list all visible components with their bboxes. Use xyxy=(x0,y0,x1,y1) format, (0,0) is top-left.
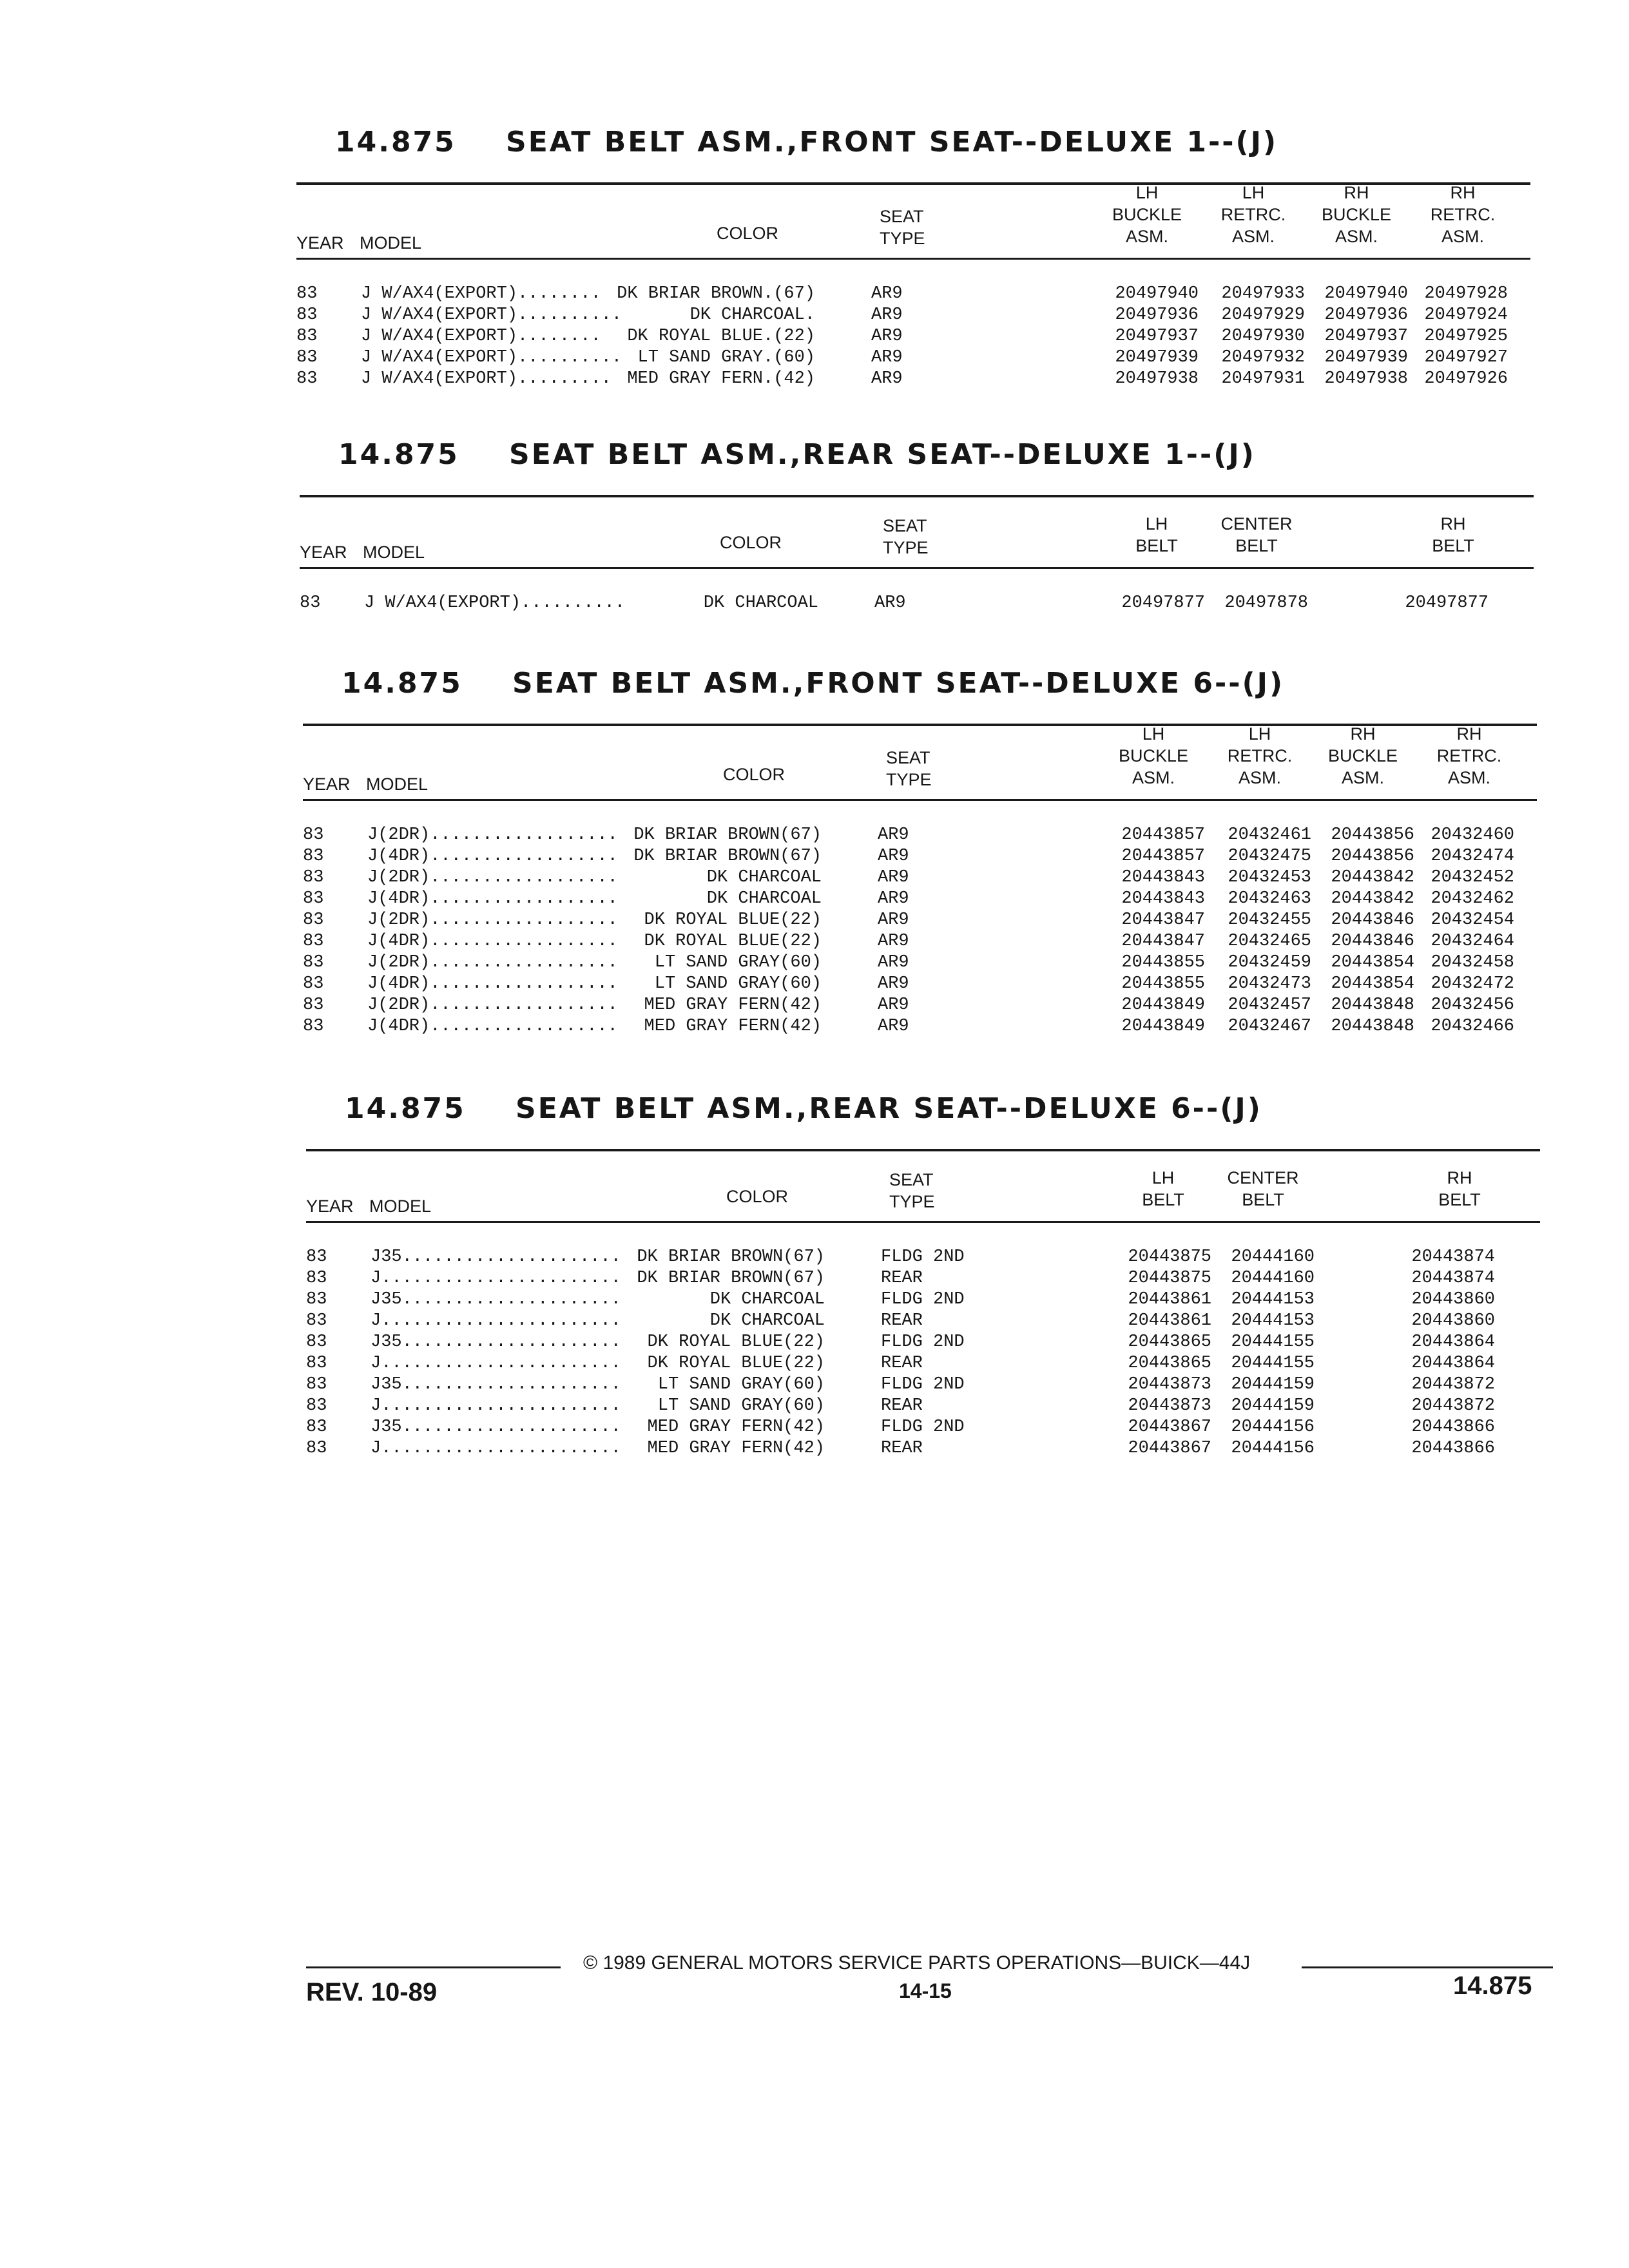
cell-color: DK ROYAL BLUE.(22) xyxy=(627,327,815,346)
cell-part-number: 20497936 xyxy=(1324,305,1408,325)
section-top-rule xyxy=(306,1149,1540,1151)
cell-part-number: 20443855 xyxy=(1121,953,1205,972)
cell-part-number: 20497933 xyxy=(1221,284,1305,303)
cell-color: DK CHARCOAL xyxy=(706,868,822,887)
cell-part-number: 20443860 xyxy=(1411,1290,1495,1309)
cell-color: DK ROYAL BLUE(22) xyxy=(647,1332,825,1352)
cell-color: MED GRAY FERN(42) xyxy=(647,1418,825,1437)
header-part-1: LH RETRC. ASM. xyxy=(1220,182,1286,246)
cell-seat-type: AR9 xyxy=(878,868,909,887)
cell-part-number: 20443846 xyxy=(1331,910,1414,930)
table-row xyxy=(296,347,1530,369)
cell-color: DK BRIAR BROWN(67) xyxy=(633,825,822,845)
cell-part-number: 20497937 xyxy=(1324,327,1408,346)
cell-seat-type: FLDG 2ND xyxy=(881,1375,965,1394)
cell-part-number: 20432473 xyxy=(1228,974,1311,994)
cell-part-number: 20432452 xyxy=(1431,868,1514,887)
cell-model: J(2DR).................. xyxy=(367,910,618,930)
cell-year: 83 xyxy=(303,825,324,845)
table-row xyxy=(303,952,1537,974)
cell-part-number: 20444159 xyxy=(1231,1396,1315,1416)
header-model: MODEL xyxy=(360,233,422,253)
cell-part-number: 20443856 xyxy=(1331,847,1414,866)
cell-part-number: 20443874 xyxy=(1411,1269,1495,1288)
cell-seat-type: AR9 xyxy=(871,369,903,389)
cell-year: 83 xyxy=(306,1332,327,1352)
header-part-0: LH BELT xyxy=(1135,514,1178,555)
cell-part-number: 20497931 xyxy=(1221,369,1305,389)
cell-color: DK CHARCOAL xyxy=(709,1311,825,1331)
cell-model: J35..................... xyxy=(371,1290,621,1309)
header-part-2: RH BELT xyxy=(1438,1168,1481,1209)
cell-model: J35..................... xyxy=(371,1375,621,1394)
cell-seat-type: AR9 xyxy=(874,593,906,613)
cell-part-number: 20443849 xyxy=(1121,995,1205,1015)
cell-color: DK CHARCOAL. xyxy=(689,305,815,325)
header-model: MODEL xyxy=(366,774,429,794)
header-year: YEAR xyxy=(296,233,344,253)
cell-seat-type: AR9 xyxy=(878,932,909,951)
cell-part-number: 20443848 xyxy=(1331,995,1414,1015)
header-color: COLOR xyxy=(719,532,782,552)
cell-part-number: 20443855 xyxy=(1121,974,1205,994)
header-seat-type: SEAT TYPE xyxy=(889,1170,935,1212)
cell-part-number: 20497938 xyxy=(1115,369,1199,389)
table-row xyxy=(306,1268,1540,1289)
cell-part-number: 20443847 xyxy=(1121,910,1205,930)
cell-part-number: 20497939 xyxy=(1324,348,1408,367)
cell-year: 83 xyxy=(306,1396,327,1416)
cell-part-number: 20497930 xyxy=(1221,327,1305,346)
header-part-1: LH RETRC. ASM. xyxy=(1227,724,1293,787)
header-part-0: LH BUCKLE ASM. xyxy=(1118,724,1189,787)
cell-part-number: 20443873 xyxy=(1128,1396,1211,1416)
cell-part-number: 20443866 xyxy=(1411,1418,1495,1437)
cell-seat-type: FLDG 2ND xyxy=(881,1418,965,1437)
header-year: YEAR xyxy=(300,543,347,562)
cell-color: DK CHARCOAL xyxy=(706,889,822,908)
header-part-2: RH BUCKLE ASM. xyxy=(1327,724,1398,787)
table-row xyxy=(306,1289,1540,1311)
section-number: 14.875 xyxy=(338,438,459,471)
header-rule xyxy=(303,799,1537,801)
cell-part-number: 20444153 xyxy=(1231,1311,1315,1331)
cell-part-number: 20443874 xyxy=(1411,1247,1495,1267)
header-part-3: RH RETRC. ASM. xyxy=(1436,724,1502,787)
cell-year: 83 xyxy=(296,284,318,303)
section-heading: SEAT BELT ASM.,FRONT SEAT--DELUXE 1--(J) xyxy=(506,126,1278,159)
section-title xyxy=(345,1092,1262,1125)
cell-part-number: 20444153 xyxy=(1231,1290,1315,1309)
cell-part-number: 20432458 xyxy=(1431,953,1514,972)
cell-model: J(2DR).................. xyxy=(367,868,618,887)
cell-part-number: 20443872 xyxy=(1411,1375,1495,1394)
header-seat-type: SEAT TYPE xyxy=(880,207,925,249)
cell-part-number: 20444159 xyxy=(1231,1375,1315,1394)
cell-part-number: 20444155 xyxy=(1231,1332,1315,1352)
cell-part-number: 20443843 xyxy=(1121,868,1205,887)
table-row xyxy=(303,1016,1537,1037)
header-model: MODEL xyxy=(369,1196,432,1216)
cell-model: J(4DR).................. xyxy=(367,1017,618,1036)
header-color: COLOR xyxy=(722,764,786,784)
cell-part-number: 20443861 xyxy=(1128,1290,1211,1309)
cell-part-number: 20443854 xyxy=(1331,974,1414,994)
cell-color: MED GRAY FERN(42) xyxy=(644,995,822,1015)
table-row xyxy=(296,369,1530,390)
table-row xyxy=(300,593,1534,614)
table-row xyxy=(296,284,1530,305)
cell-color: LT SAND GRAY(60) xyxy=(657,1396,825,1416)
cell-year: 83 xyxy=(300,593,321,613)
cell-model: J35..................... xyxy=(371,1418,621,1437)
cell-part-number: 20443872 xyxy=(1411,1396,1495,1416)
cell-color: DK CHARCOAL xyxy=(703,593,818,613)
cell-color: DK BRIAR BROWN(67) xyxy=(633,847,822,866)
cell-model: J35..................... xyxy=(371,1332,621,1352)
cell-seat-type: AR9 xyxy=(878,889,909,908)
cell-seat-type: AR9 xyxy=(878,995,909,1015)
footer-rule-right xyxy=(1302,1966,1553,1968)
cell-part-number: 20443861 xyxy=(1128,1311,1211,1331)
cell-seat-type: AR9 xyxy=(878,974,909,994)
cell-part-number: 20432464 xyxy=(1431,932,1514,951)
table-row xyxy=(303,889,1537,910)
cell-part-number: 20444155 xyxy=(1231,1354,1315,1373)
cell-color: DK ROYAL BLUE(22) xyxy=(644,910,822,930)
cell-part-number: 20443856 xyxy=(1331,825,1414,845)
cell-seat-type: REAR xyxy=(881,1311,923,1331)
cell-part-number: 20497936 xyxy=(1115,305,1199,325)
cell-part-number: 20443864 xyxy=(1411,1354,1495,1373)
table-row xyxy=(303,910,1537,931)
cell-seat-type: FLDG 2ND xyxy=(881,1332,965,1352)
cell-year: 83 xyxy=(306,1247,327,1267)
cell-color: LT SAND GRAY.(60) xyxy=(637,348,815,367)
cell-part-number: 20432461 xyxy=(1228,825,1311,845)
header-part-2: RH BUCKLE ASM. xyxy=(1321,182,1392,246)
table-row xyxy=(306,1417,1540,1438)
cell-color: LT SAND GRAY(60) xyxy=(654,974,822,994)
section-top-rule xyxy=(300,495,1534,497)
section-number: 14.875 xyxy=(335,126,456,159)
cell-color: MED GRAY FERN.(42) xyxy=(627,369,815,389)
cell-part-number: 20432474 xyxy=(1431,847,1514,866)
cell-year: 83 xyxy=(303,995,324,1015)
cell-part-number: 20497932 xyxy=(1221,348,1305,367)
footer-section-number: 14.875 xyxy=(1453,1972,1532,2000)
cell-year: 83 xyxy=(306,1311,327,1331)
cell-year: 83 xyxy=(303,868,324,887)
cell-color: DK BRIAR BROWN(67) xyxy=(637,1269,825,1288)
cell-model: J W/AX4(EXPORT).......... xyxy=(361,348,622,367)
cell-color: LT SAND GRAY(60) xyxy=(657,1375,825,1394)
cell-year: 83 xyxy=(306,1354,327,1373)
cell-part-number: 20443866 xyxy=(1411,1439,1495,1458)
cell-color: MED GRAY FERN(42) xyxy=(647,1439,825,1458)
cell-part-number: 20444160 xyxy=(1231,1247,1315,1267)
cell-model: J W/AX4(EXPORT)......... xyxy=(361,369,612,389)
cell-part-number: 20497938 xyxy=(1324,369,1408,389)
header-seat-type: SEAT TYPE xyxy=(883,516,929,558)
cell-model: J....................... xyxy=(371,1439,621,1458)
cell-part-number: 20497939 xyxy=(1115,348,1199,367)
cell-color: MED GRAY FERN(42) xyxy=(644,1017,822,1036)
table-row xyxy=(303,825,1537,846)
cell-part-number: 20432462 xyxy=(1431,889,1514,908)
cell-part-number: 20443875 xyxy=(1128,1269,1211,1288)
cell-year: 83 xyxy=(306,1439,327,1458)
cell-seat-type: AR9 xyxy=(878,847,909,866)
cell-part-number: 20432475 xyxy=(1228,847,1311,866)
cell-part-number: 20443864 xyxy=(1411,1332,1495,1352)
table-row xyxy=(303,846,1537,867)
cell-model: J W/AX4(EXPORT).......... xyxy=(364,593,626,613)
cell-part-number: 20443857 xyxy=(1121,825,1205,845)
cell-part-number: 20443867 xyxy=(1128,1418,1211,1437)
cell-seat-type: REAR xyxy=(881,1439,923,1458)
header-model: MODEL xyxy=(363,543,425,562)
table-row xyxy=(306,1396,1540,1417)
cell-part-number: 20432467 xyxy=(1228,1017,1311,1036)
cell-seat-type: REAR xyxy=(881,1354,923,1373)
footer-rule-left xyxy=(306,1966,561,1968)
cell-seat-type: REAR xyxy=(881,1269,923,1288)
section-title xyxy=(342,667,1284,700)
cell-seat-type: AR9 xyxy=(878,953,909,972)
cell-part-number: 20432466 xyxy=(1431,1017,1514,1036)
cell-seat-type: FLDG 2ND xyxy=(881,1290,965,1309)
cell-seat-type: AR9 xyxy=(871,305,903,325)
cell-seat-type: REAR xyxy=(881,1396,923,1416)
table-row xyxy=(303,995,1537,1016)
cell-part-number: 20443854 xyxy=(1331,953,1414,972)
cell-seat-type: FLDG 2ND xyxy=(881,1247,965,1267)
cell-part-number: 20497940 xyxy=(1115,284,1199,303)
cell-part-number: 20443875 xyxy=(1128,1247,1211,1267)
cell-year: 83 xyxy=(303,932,324,951)
header-year: YEAR xyxy=(306,1196,354,1216)
table-row xyxy=(306,1247,1540,1268)
table-row xyxy=(306,1311,1540,1332)
cell-model: J(2DR).................. xyxy=(367,953,618,972)
header-rule xyxy=(296,258,1530,260)
cell-part-number: 20444156 xyxy=(1231,1418,1315,1437)
cell-year: 83 xyxy=(303,910,324,930)
cell-part-number: 20432454 xyxy=(1431,910,1514,930)
section-number: 14.875 xyxy=(342,667,463,700)
table-row xyxy=(296,305,1530,326)
cell-model: J(4DR).................. xyxy=(367,932,618,951)
cell-color: DK BRIAR BROWN.(67) xyxy=(617,284,815,303)
cell-part-number: 20443842 xyxy=(1331,868,1414,887)
section-heading: SEAT BELT ASM.,FRONT SEAT--DELUXE 6--(J) xyxy=(512,667,1285,700)
cell-year: 83 xyxy=(306,1375,327,1394)
footer-revision: REV. 10-89 xyxy=(306,1978,438,2006)
cell-color: DK BRIAR BROWN(67) xyxy=(637,1247,825,1267)
cell-color: LT SAND GRAY(60) xyxy=(654,953,822,972)
cell-seat-type: AR9 xyxy=(878,825,909,845)
cell-year: 83 xyxy=(303,953,324,972)
cell-model: J W/AX4(EXPORT).......... xyxy=(361,305,622,325)
cell-seat-type: AR9 xyxy=(878,1017,909,1036)
cell-year: 83 xyxy=(296,348,318,367)
header-part-2: RH BELT xyxy=(1432,514,1474,555)
header-color: COLOR xyxy=(726,1186,789,1206)
cell-part-number: 20443865 xyxy=(1128,1354,1211,1373)
cell-part-number: 20444156 xyxy=(1231,1439,1315,1458)
cell-part-number: 20497929 xyxy=(1221,305,1305,325)
cell-part-number: 20432455 xyxy=(1228,910,1311,930)
cell-part-number: 20497927 xyxy=(1424,348,1508,367)
cell-part-number: 20432463 xyxy=(1228,889,1311,908)
header-color: COLOR xyxy=(716,223,779,243)
cell-year: 83 xyxy=(296,305,318,325)
cell-year: 83 xyxy=(306,1290,327,1309)
cell-part-number: 20432459 xyxy=(1228,953,1311,972)
cell-part-number: 20443873 xyxy=(1128,1375,1211,1394)
table-row xyxy=(306,1438,1540,1459)
cell-seat-type: AR9 xyxy=(871,327,903,346)
cell-model: J(4DR).................. xyxy=(367,974,618,994)
cell-part-number: 20497926 xyxy=(1424,369,1508,389)
cell-seat-type: AR9 xyxy=(871,348,903,367)
cell-model: J35..................... xyxy=(371,1247,621,1267)
section-heading: SEAT BELT ASM.,REAR SEAT--DELUXE 6--(J) xyxy=(516,1092,1262,1125)
cell-model: J(2DR).................. xyxy=(367,995,618,1015)
cell-part-number: 20443867 xyxy=(1128,1439,1211,1458)
cell-model: J....................... xyxy=(371,1269,621,1288)
cell-part-number: 20443865 xyxy=(1128,1332,1211,1352)
table-row xyxy=(296,326,1530,347)
table-row xyxy=(306,1332,1540,1353)
cell-part-number: 20497878 xyxy=(1224,593,1308,613)
cell-model: J W/AX4(EXPORT)........ xyxy=(361,284,601,303)
cell-model: J(4DR).................. xyxy=(367,889,618,908)
cell-part-number: 20432456 xyxy=(1431,995,1514,1015)
section-number: 14.875 xyxy=(345,1092,466,1125)
section-heading: SEAT BELT ASM.,REAR SEAT--DELUXE 1--(J) xyxy=(509,438,1256,471)
cell-seat-type: AR9 xyxy=(878,910,909,930)
header-year: YEAR xyxy=(303,774,351,794)
header-rule xyxy=(300,567,1534,569)
header-part-1: CENTER BELT xyxy=(1227,1168,1299,1209)
header-rule xyxy=(306,1221,1540,1223)
cell-part-number: 20443847 xyxy=(1121,932,1205,951)
cell-color: DK ROYAL BLUE(22) xyxy=(644,932,822,951)
table-row xyxy=(303,931,1537,952)
cell-part-number: 20443848 xyxy=(1331,1017,1414,1036)
table-row xyxy=(303,867,1537,889)
cell-year: 83 xyxy=(303,1017,324,1036)
cell-part-number: 20497928 xyxy=(1424,284,1508,303)
cell-part-number: 20443849 xyxy=(1121,1017,1205,1036)
table-row xyxy=(306,1374,1540,1396)
header-part-0: LH BUCKLE ASM. xyxy=(1112,182,1182,246)
cell-part-number: 20432465 xyxy=(1228,932,1311,951)
cell-year: 83 xyxy=(303,847,324,866)
cell-part-number: 20497937 xyxy=(1115,327,1199,346)
cell-color: DK CHARCOAL xyxy=(709,1290,825,1309)
cell-year: 83 xyxy=(303,889,324,908)
cell-part-number: 20443860 xyxy=(1411,1311,1495,1331)
cell-part-number: 20497940 xyxy=(1324,284,1408,303)
cell-part-number: 20497924 xyxy=(1424,305,1508,325)
cell-model: J....................... xyxy=(371,1311,621,1331)
cell-part-number: 20497925 xyxy=(1424,327,1508,346)
cell-year: 83 xyxy=(306,1269,327,1288)
cell-part-number: 20432457 xyxy=(1228,995,1311,1015)
cell-part-number: 20497877 xyxy=(1405,593,1489,613)
cell-part-number: 20443842 xyxy=(1331,889,1414,908)
header-part-1: CENTER BELT xyxy=(1220,514,1293,555)
cell-part-number: 20443857 xyxy=(1121,847,1205,866)
cell-color: DK ROYAL BLUE(22) xyxy=(647,1354,825,1373)
header-part-0: LH BELT xyxy=(1142,1168,1184,1209)
cell-year: 83 xyxy=(303,974,324,994)
section-title xyxy=(335,126,1278,159)
cell-part-number: 20497877 xyxy=(1121,593,1205,613)
header-seat-type: SEAT TYPE xyxy=(886,748,932,790)
cell-part-number: 20432472 xyxy=(1431,974,1514,994)
cell-year: 83 xyxy=(296,369,318,389)
cell-model: J(4DR).................. xyxy=(367,847,618,866)
table-row xyxy=(306,1353,1540,1374)
footer-copyright: © 1989 GENERAL MOTORS SERVICE PARTS OPERATIONS—BUICK—44J xyxy=(583,1952,1251,1974)
cell-part-number: 20443843 xyxy=(1121,889,1205,908)
header-part-3: RH RETRC. ASM. xyxy=(1430,182,1496,246)
section-title xyxy=(338,438,1256,471)
cell-year: 83 xyxy=(296,327,318,346)
cell-part-number: 20432460 xyxy=(1431,825,1514,845)
footer-page-number: 14-15 xyxy=(899,1979,952,2003)
cell-seat-type: AR9 xyxy=(871,284,903,303)
cell-model: J....................... xyxy=(371,1396,621,1416)
table-row xyxy=(303,974,1537,995)
cell-model: J W/AX4(EXPORT)........ xyxy=(361,327,601,346)
cell-year: 83 xyxy=(306,1418,327,1437)
cell-part-number: 20444160 xyxy=(1231,1269,1315,1288)
cell-part-number: 20432453 xyxy=(1228,868,1311,887)
cell-model: J(2DR).................. xyxy=(367,825,618,845)
cell-model: J....................... xyxy=(371,1354,621,1373)
cell-part-number: 20443846 xyxy=(1331,932,1414,951)
